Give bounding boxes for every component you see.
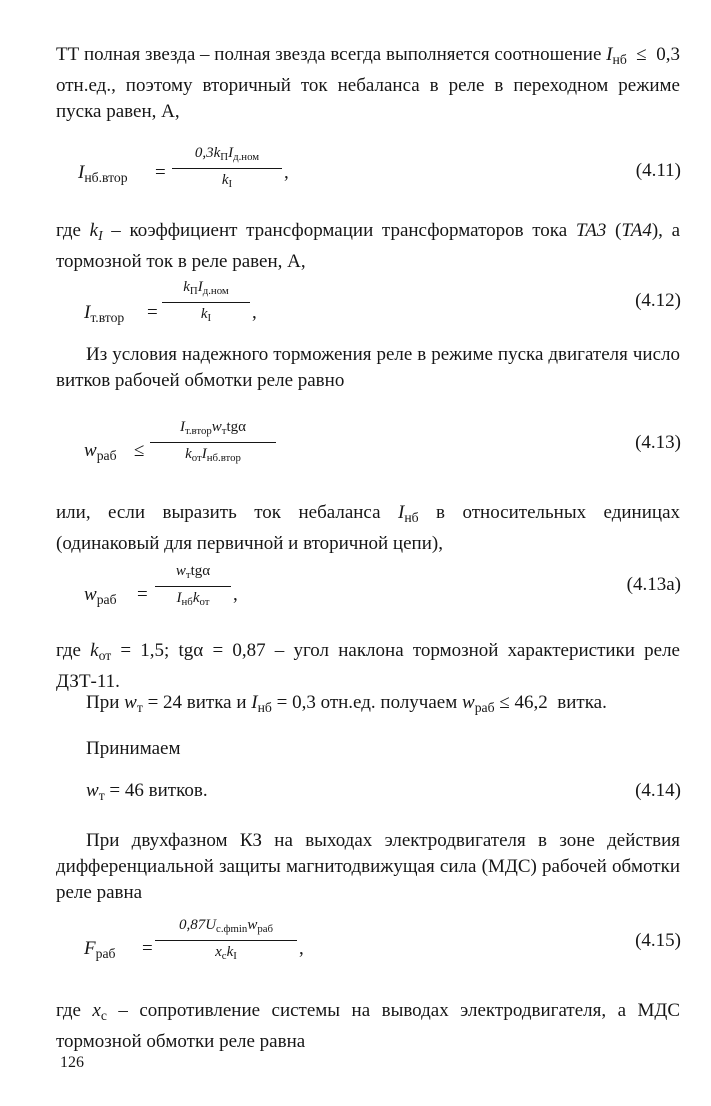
fraction-4-12: $k_ПI_{д.ном}$ $k_I$ (162, 278, 250, 327)
equation-number: (4.11) (635, 160, 681, 181)
paragraph-4: или, если выразить ток небаланса $I_{нб}$ в относительных единицах (одинаковый для первичной и вторичной цепи), (56, 502, 680, 554)
paragraph-3: Из условия надежного торможения реле в режиме пуска двигателя число витков рабочей обмотки реле равно (56, 344, 680, 391)
paragraph-2: где $k_I$ – коэффициент трансформации трансформаторов тока ТА3 (ТА4), а тормозной ток в реле равен, А, (56, 220, 681, 272)
equation-number: (4.15) (635, 930, 681, 951)
fraction-4-15: $0,87U_{с.фmin}w_{раб}$ $x_сk_I$ (155, 916, 297, 965)
fraction-4-13: $I_{т.втор}w_тtg\alpha$ $k_{от}I_{нб.втор}$ (150, 418, 276, 467)
paragraph-9: где $x_с$ – сопротивление системы на выводах электродвигателя, а МДС тормозной обмотки реле равна (56, 1000, 680, 1052)
paragraph-8: При двухфазном КЗ на выходах электродвигателя в зоне действия дифференциальной защиты магнитодвижущая сила (МДС) рабочей обмотки реле равна (56, 830, 680, 903)
equation-number: (4.13а) (626, 574, 681, 595)
fraction-4-13a: $w_тtg\alpha$ $I_{нб}k_{от}$ (155, 562, 231, 611)
paragraph-6: При $w_т = 24$ витка и $I_{нб} = 0,3$ отн.ед. получаем $w_{раб} \le 46,2$ витка. (86, 692, 607, 715)
fraction-4-11: $0,3k_ПI_{д.ном}$ $k_I$ (172, 144, 282, 193)
equation-number: (4.13) (635, 432, 681, 453)
paragraph-7: Принимаем (86, 738, 181, 759)
equation-number: (4.14) (635, 780, 681, 801)
page-number: 126 (60, 1054, 84, 1071)
equation-4-14-body: $w_т = 46$ витков. (86, 780, 208, 803)
paragraph-1: ТТ полная звезда – полная звезда всегда выполняется соотношение $I_{нб} \le 0,3$ отн.ед., поэтому вторичный ток небаланса в реле в переходном режиме пуска равен, А, (56, 44, 680, 122)
equation-number: (4.12) (635, 290, 681, 311)
paragraph-5: где $k_{от} = 1,5$; tgα = 0,87 – угол наклона тормозной характеристики реле ДЗТ-11. (56, 640, 680, 692)
document-page: ТТ полная звезда – полная звезда всегда выполняется соотношение $I_{нб} \le 0,3$ отн.ед., поэтому вторичный ток небаланса в реле в переходном режиме пуска равен, А, $I_{нб.втор}$ = $0,3k_ПI_{д.ном}$ $k_I$ , (4.11) где $k_I$ – коэффициент трансформации трансформаторов тока ТА3 (ТА4), а тормозной ток в реле равен, А, $I_{т.втор}$ = $k_ПI_{д.ном}$ $k_I$ , (4.12) Из условия надежного торможения реле в режиме пуска двигателя число витков рабочей обмотки реле равно $w_{раб}$ ≤ $I_{т.втор}w_тtg\alpha$ $k_{от}I_{нб.втор}$ (4.13) или, если выразить ток небаланса $I_{нб}$ в относительных единицах (одинаковый для первичной и вторичной цепи), $w_{раб}$ = $w_тtg\alpha$ $I_{нб}k_{от}$ , (4.13а) где $k_{от} = 1,5$; tgα = 0,87 – угол наклона тормозной характеристики реле ДЗТ-11. При $w_т = 24$ витка и $I_{нб} = 0,3$ отн.ед. получаем $w_{раб} \le 46,2$ витка. Принимаем $w_т = 46$ витков. (4.14) При двухфазном КЗ на выходах электродвигателя в зоне действия дифференциальной защиты магнитодвижущая сила (МДС) рабочей обмотки реле равна $F_{раб}$ = $0,87U_{с.фmin}w_{раб}$ $x_сk_I$ , (4.15) где $x_с$ – сопротивление системы на выводах электродвигателя, а МДС тормозной обмотки реле равна 126 (56, 44, 681, 1071)
